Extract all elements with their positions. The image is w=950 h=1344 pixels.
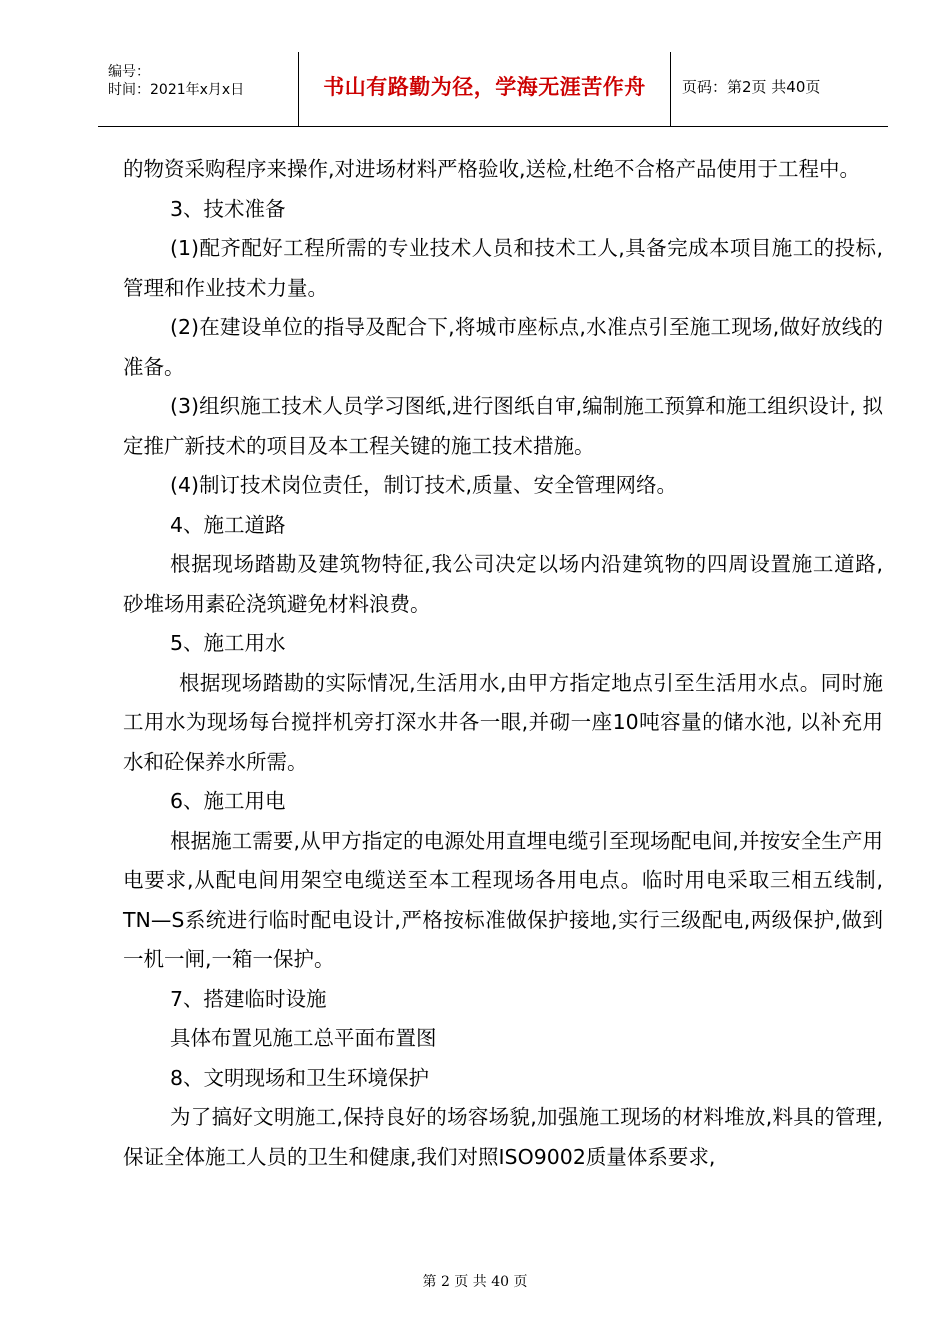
- header-motto: 书山有路勤为径，学海无涯苦作舟: [299, 52, 671, 126]
- body-paragraph: (2)在建设单位的指导及配合下,将城市座标点,水准点引至施工现场,做好放线的准备。: [123, 315, 883, 379]
- body-paragraph: (3)组织施工技术人员学习图纸,进行图纸自审,编制施工预算和施工组织设计, 拟定推广新技术的项目及本工程关键的施工技术措施。: [123, 394, 883, 458]
- body-paragraph: 根据施工需要,从甲方指定的电源处用直埋电缆引至现场配电间,并按安全生产用电要求,从配电间用架空电缆送至本工程现场各用电点。临时用电采取三相五线制, TN—S系统进行临时配电设计,严格按标准做保护接地,实行三级配电,两级保护,做到一机一闸,一箱一保护。: [123, 828, 883, 971]
- body-paragraph: (1)配齐配好工程所需的专业技术人员和技术工人,具备完成本项目施工的投标,管理和作业技术力量。: [123, 236, 883, 300]
- body-paragraph: (4)制订技术岗位责任，制订技术,质量、安全管理网络。: [170, 473, 678, 497]
- body-paragraph: 根据现场踏勘的实际情况,生活用水,由甲方指定地点引至生活用水点。同时施工用水为现场每台搅拌机旁打深水井各一眼,并砌一座10吨容量的储水池, 以补充用水和砼保养水所需。: [123, 670, 883, 774]
- document-body: [123, 150, 883, 1177]
- body-paragraph: 5、施工用水: [170, 631, 286, 655]
- header-time-label: 时间：2021年x月x日: [108, 82, 245, 98]
- header-meta: [98, 52, 299, 126]
- header-number-label: 编号：: [108, 64, 150, 80]
- body-paragraph: 3、技术准备: [170, 196, 286, 221]
- body-paragraph: 8、文明现场和卫生环境保护: [170, 1065, 430, 1090]
- body-paragraph: 6、施工用电: [170, 789, 286, 813]
- body-paragraph: 具体布置见施工总平面布置图: [170, 1026, 437, 1050]
- page-header: [98, 52, 888, 127]
- body-paragraph: 的物资采购程序来操作,对进场材料严格验收,送检,杜绝不合格产品使用于工程中。: [123, 157, 861, 181]
- body-paragraph: 为了搞好文明施工,保持良好的场容场貌,加强施工现场的材料堆放,料具的管理,保证全体施工人员的卫生和健康,我们对照ISO9002质量体系要求,: [123, 1105, 883, 1169]
- body-paragraph: 根据现场踏勘及建筑物特征,我公司决定以场内沿建筑物的四周设置施工道路, 砂堆场用素砼浇筑避免材料浪费。: [123, 552, 883, 616]
- header-page-info: 页码：第2页 共40页: [682, 77, 821, 96]
- page-footer: 第 2 页 共 40 页: [422, 1274, 528, 1290]
- body-paragraph: 4、施工道路: [170, 512, 286, 537]
- body-paragraph: 7、搭建临时设施: [170, 986, 327, 1011]
